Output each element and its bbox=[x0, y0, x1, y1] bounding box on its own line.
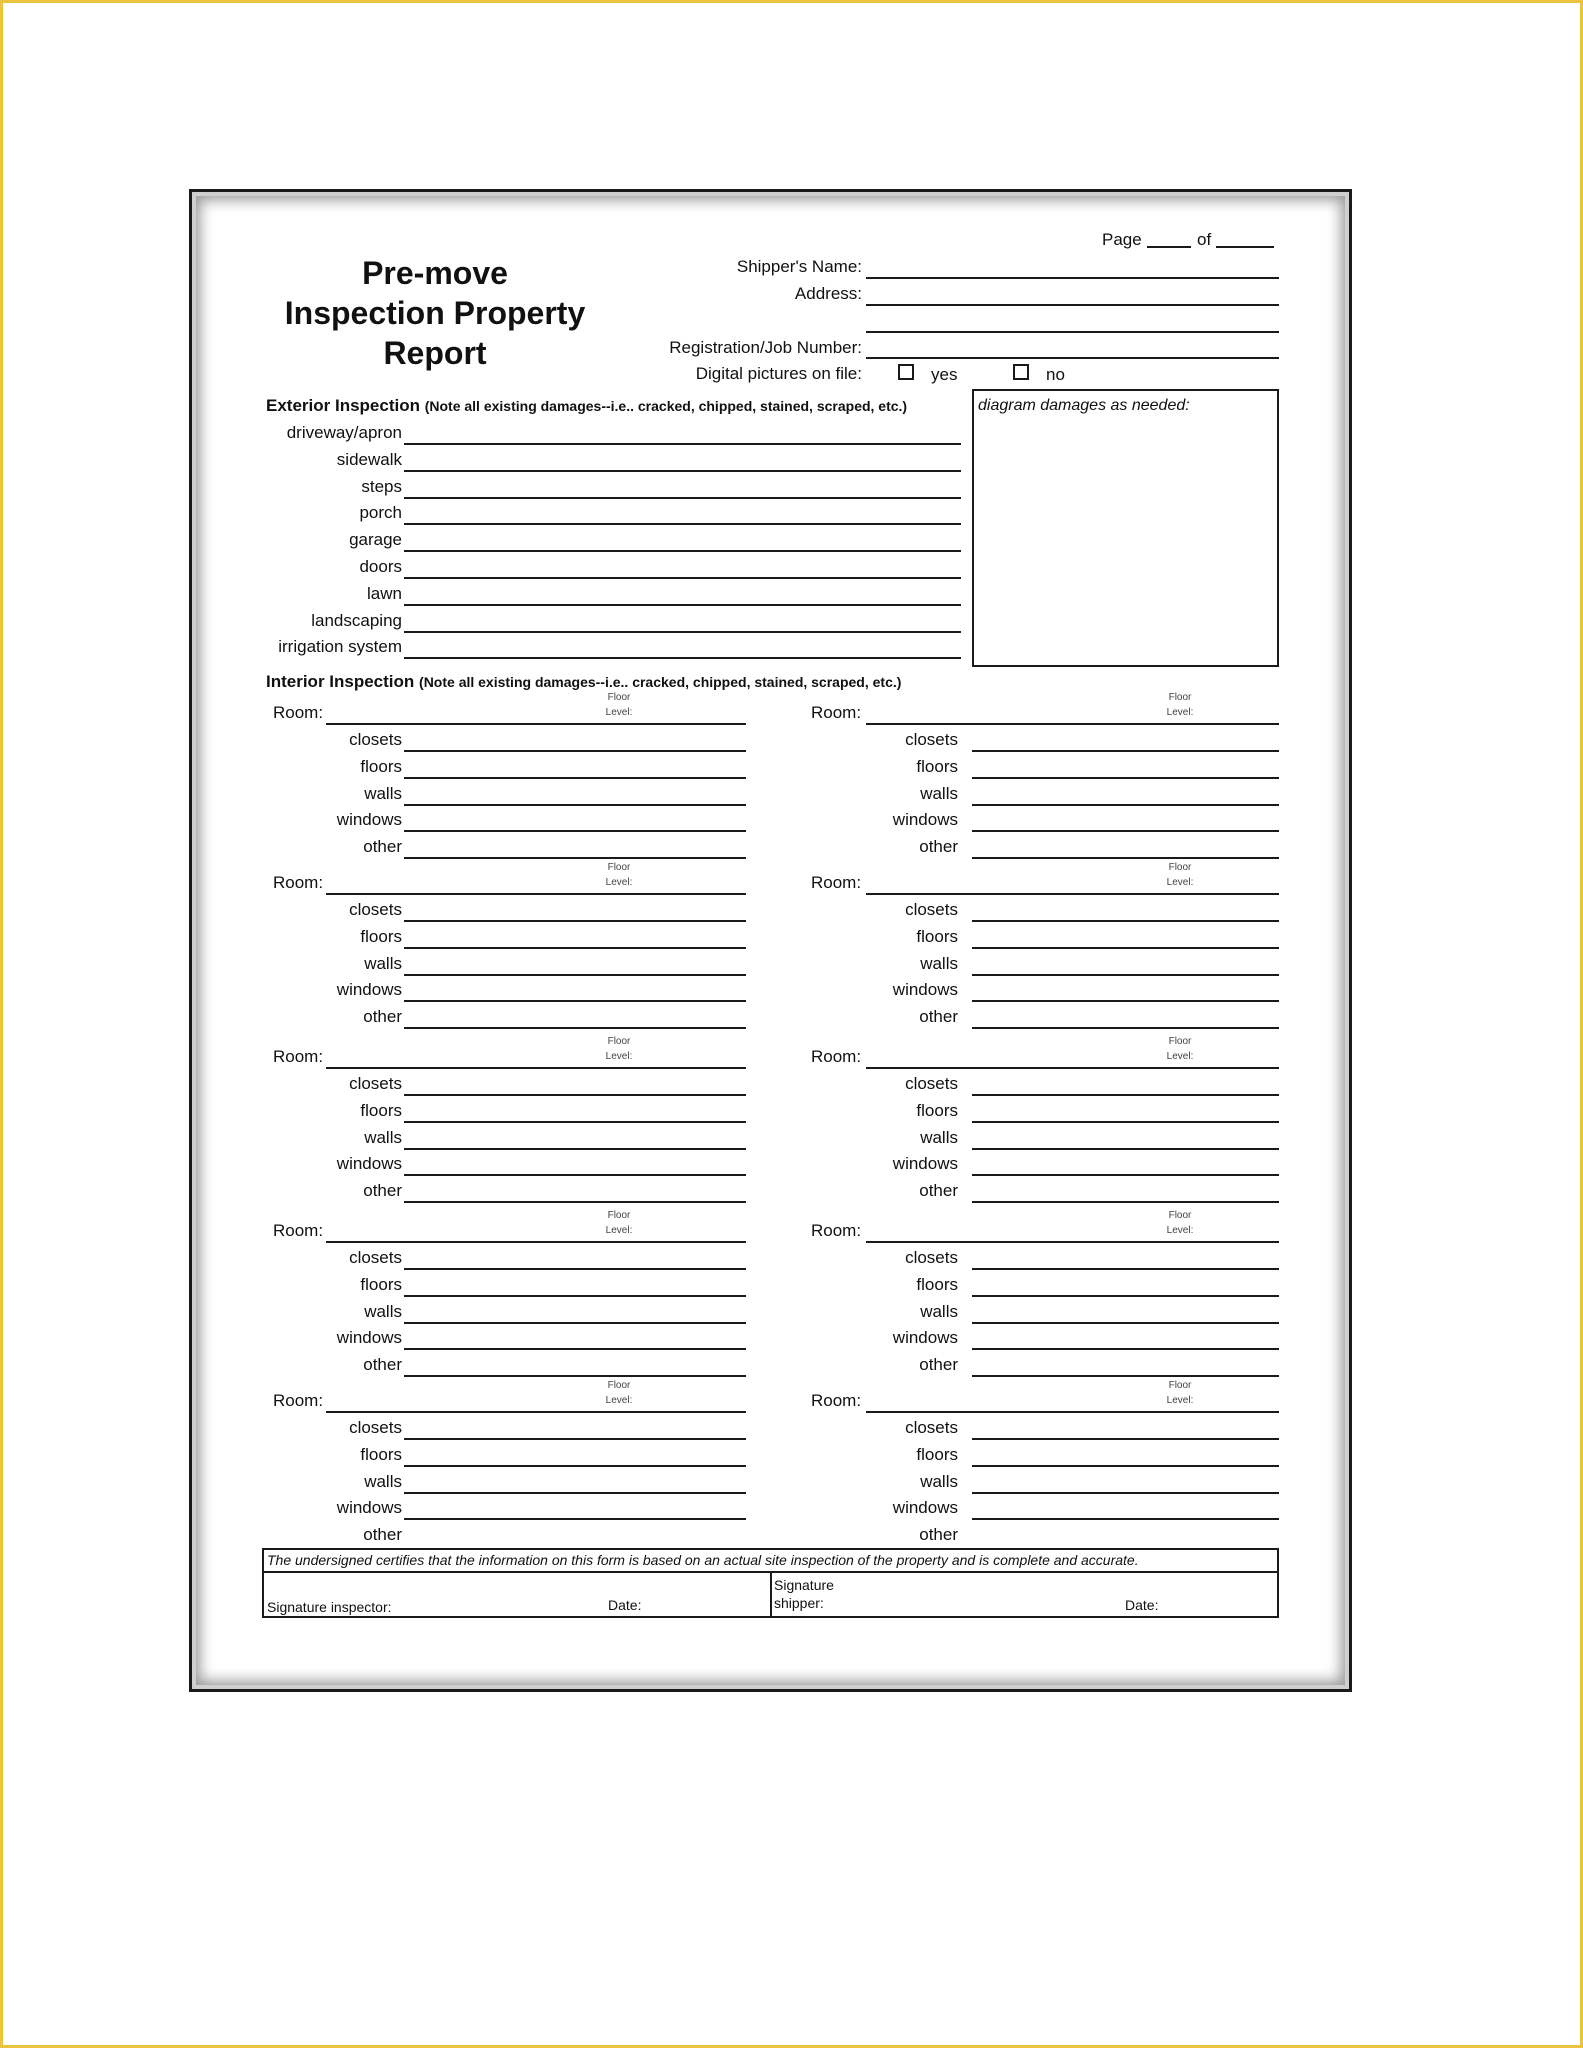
exterior-item-field[interactable] bbox=[404, 631, 961, 633]
room-item-field[interactable] bbox=[404, 1295, 746, 1297]
room-item-label: walls bbox=[920, 1127, 958, 1147]
room-item-label: walls bbox=[364, 953, 402, 973]
certification-text: The undersigned certifies that the information on this form is based on an actual site inspection of the property and is complete and accurate. bbox=[264, 1550, 1277, 1573]
diagram-label: diagram damages as needed: bbox=[978, 397, 1190, 414]
signature-shipper-line: shipper: bbox=[774, 1595, 824, 1611]
floor-level-label bbox=[599, 1034, 639, 1064]
yes-label: yes bbox=[931, 365, 958, 384]
exterior-item-field[interactable] bbox=[404, 443, 961, 445]
certification-box bbox=[262, 1548, 1279, 1618]
room-item-label: closets bbox=[905, 730, 958, 749]
room-item-field[interactable] bbox=[972, 857, 1279, 859]
room-item-field[interactable] bbox=[972, 1268, 1279, 1270]
room-item-field[interactable] bbox=[404, 857, 746, 859]
room-item-field[interactable] bbox=[972, 1027, 1279, 1029]
room-item-label: floors bbox=[916, 926, 958, 946]
floor-level-label bbox=[599, 690, 639, 720]
room-item-label: floors bbox=[360, 1100, 402, 1120]
exterior-item-label: landscaping bbox=[311, 610, 402, 630]
interior-heading-note: (Note all existing damages--i.e.. cracked, chipped, stained, scraped, etc.) bbox=[419, 674, 902, 690]
room-item-field[interactable] bbox=[972, 947, 1279, 949]
shipper-name-label: Shipper's Name: bbox=[736, 257, 862, 276]
form-title-line: Pre-move bbox=[362, 255, 508, 291]
room-item-field[interactable] bbox=[404, 1518, 746, 1520]
room-item-label: windows bbox=[892, 1154, 958, 1174]
exterior-item-label: irrigation system bbox=[278, 637, 402, 657]
room-item-label: windows bbox=[892, 980, 958, 1000]
floor-level-label bbox=[1160, 860, 1200, 890]
room-item-label: walls bbox=[920, 953, 958, 973]
floor-label: Floor bbox=[1168, 1380, 1192, 1391]
room-item-field[interactable] bbox=[404, 750, 746, 752]
address-label: Address: bbox=[794, 284, 862, 303]
floor-label: Floor bbox=[607, 1210, 631, 1221]
exterior-heading-title: Exterior Inspection bbox=[266, 396, 420, 415]
room-item-label: closets bbox=[905, 900, 958, 919]
exterior-item-label: sidewalk bbox=[336, 449, 402, 469]
floor-label: Floor bbox=[607, 692, 631, 703]
room-item-field[interactable] bbox=[972, 1148, 1279, 1150]
room-item-field[interactable] bbox=[972, 1492, 1279, 1494]
page-label: Page bbox=[1102, 230, 1142, 249]
level-label: Level: bbox=[605, 1051, 633, 1062]
room-item-label: windows bbox=[892, 1498, 958, 1518]
room-item-field[interactable] bbox=[972, 1518, 1279, 1520]
signature-shipper-line: Signature bbox=[774, 1577, 834, 1593]
floor-level-label bbox=[599, 1378, 639, 1408]
room-item-field[interactable] bbox=[404, 1348, 746, 1350]
level-label: Level: bbox=[605, 707, 633, 718]
floor-label: Floor bbox=[607, 1036, 631, 1047]
room-label: Room: bbox=[811, 1391, 862, 1410]
exterior-item-label: driveway/apron bbox=[286, 423, 402, 442]
room-label: Room: bbox=[811, 1221, 862, 1240]
room-label: Room: bbox=[273, 1391, 324, 1410]
form-title-line: Report bbox=[383, 335, 487, 371]
exterior-item-label: porch bbox=[359, 503, 402, 523]
exterior-item-field[interactable] bbox=[404, 604, 961, 606]
room-name-field[interactable] bbox=[866, 1411, 1279, 1413]
room-item-label: walls bbox=[920, 1471, 958, 1491]
address-field-line-2[interactable] bbox=[866, 331, 1279, 333]
yes-checkbox[interactable] bbox=[898, 364, 914, 380]
level-label: Level: bbox=[605, 1225, 633, 1236]
room-item-field[interactable] bbox=[404, 1027, 746, 1029]
shipper-name-field[interactable] bbox=[866, 277, 1279, 279]
form-title bbox=[260, 253, 610, 373]
room-item-label: floors bbox=[916, 1444, 958, 1464]
exterior-heading-note: (Note all existing damages--i.e.. cracked, chipped, stained, scraped, etc.) bbox=[424, 398, 908, 414]
interior-heading-title: Interior Inspection bbox=[266, 672, 415, 691]
floor-label: Floor bbox=[1168, 1036, 1192, 1047]
room-item-field[interactable] bbox=[404, 1438, 746, 1440]
exterior-heading bbox=[266, 396, 907, 416]
room-item-field[interactable] bbox=[972, 1375, 1279, 1377]
room-item-field[interactable] bbox=[404, 1492, 746, 1494]
room-item-field[interactable] bbox=[404, 974, 746, 976]
room-label: Room: bbox=[273, 1047, 324, 1066]
room-item-label: floors bbox=[916, 756, 958, 776]
room-name-field[interactable] bbox=[326, 1067, 746, 1069]
exterior-item-field[interactable] bbox=[404, 657, 961, 659]
room-item-label: closets bbox=[349, 900, 402, 919]
room-item-label: windows bbox=[336, 810, 402, 830]
room-item-label: closets bbox=[349, 1418, 402, 1437]
room-item-label: floors bbox=[916, 1274, 958, 1294]
room-item-field[interactable] bbox=[404, 1465, 746, 1467]
room-item-field[interactable] bbox=[404, 920, 746, 922]
page-total-field[interactable] bbox=[1216, 246, 1274, 248]
room-item-field[interactable] bbox=[972, 920, 1279, 922]
form-title-line: Inspection Property bbox=[284, 295, 586, 331]
diagram-area[interactable] bbox=[972, 389, 1279, 667]
floor-level-label bbox=[599, 860, 639, 890]
signature-inspector-label: Signature inspector: bbox=[267, 1599, 392, 1615]
room-item-field[interactable] bbox=[972, 750, 1279, 752]
room-name-field[interactable] bbox=[326, 1411, 746, 1413]
floor-level-label bbox=[1160, 1208, 1200, 1238]
floor-label: Floor bbox=[1168, 1210, 1192, 1221]
room-item-field[interactable] bbox=[972, 1348, 1279, 1350]
level-label: Level: bbox=[605, 1395, 633, 1406]
room-item-label: windows bbox=[336, 1328, 402, 1348]
signature-shipper-label bbox=[774, 1576, 834, 1612]
room-item-label: floors bbox=[360, 756, 402, 776]
room-label: Room: bbox=[273, 1221, 324, 1240]
level-label: Level: bbox=[1166, 1395, 1194, 1406]
room-name-field[interactable] bbox=[866, 893, 1279, 895]
room-item-label: windows bbox=[892, 810, 958, 830]
room-label: Room: bbox=[811, 1047, 862, 1066]
room-item-field[interactable] bbox=[972, 1295, 1279, 1297]
room-item-label: walls bbox=[364, 1301, 402, 1321]
exterior-item-field[interactable] bbox=[404, 577, 961, 579]
exterior-item-field[interactable] bbox=[404, 550, 961, 552]
room-item-label: other bbox=[919, 1355, 958, 1375]
room-label: Room: bbox=[811, 873, 862, 892]
room-item-field[interactable] bbox=[404, 1121, 746, 1123]
room-item-label: other bbox=[919, 1525, 958, 1545]
room-item-field[interactable] bbox=[404, 777, 746, 779]
shipper-date-label: Date: bbox=[1125, 1597, 1159, 1613]
room-item-field[interactable] bbox=[404, 1375, 746, 1377]
room-item-field[interactable] bbox=[404, 1094, 746, 1096]
address-field[interactable] bbox=[866, 304, 1279, 306]
room-item-field[interactable] bbox=[972, 1201, 1279, 1203]
room-item-field[interactable] bbox=[972, 1438, 1279, 1440]
room-item-label: walls bbox=[364, 1127, 402, 1147]
exterior-item-label: steps bbox=[361, 476, 402, 496]
level-label: Level: bbox=[1166, 1051, 1194, 1062]
room-item-label: floors bbox=[360, 1274, 402, 1294]
room-item-label: closets bbox=[349, 730, 402, 749]
exterior-item-label: lawn bbox=[367, 583, 402, 603]
room-name-field[interactable] bbox=[326, 1241, 746, 1243]
room-name-field[interactable] bbox=[326, 723, 746, 725]
floor-level-label bbox=[1160, 1034, 1200, 1064]
floor-level-label bbox=[1160, 690, 1200, 720]
room-item-field[interactable] bbox=[404, 1148, 746, 1150]
room-item-field[interactable] bbox=[404, 1268, 746, 1270]
room-item-field[interactable] bbox=[404, 947, 746, 949]
room-name-field[interactable] bbox=[866, 1241, 1279, 1243]
room-item-label: other bbox=[919, 837, 958, 857]
exterior-item-field[interactable] bbox=[404, 470, 961, 472]
room-label: Room: bbox=[273, 703, 324, 722]
room-item-label: walls bbox=[920, 783, 958, 803]
room-name-field[interactable] bbox=[326, 893, 746, 895]
inspector-date-label: Date: bbox=[608, 1597, 642, 1613]
room-item-field[interactable] bbox=[972, 1121, 1279, 1123]
room-item-field[interactable] bbox=[404, 1000, 746, 1002]
floor-label: Floor bbox=[1168, 862, 1192, 873]
no-checkbox[interactable] bbox=[1013, 364, 1029, 380]
room-item-label: other bbox=[363, 1525, 402, 1545]
exterior-item-label: garage bbox=[349, 530, 402, 550]
room-label: Room: bbox=[811, 703, 862, 722]
room-item-label: walls bbox=[364, 783, 402, 803]
room-name-field[interactable] bbox=[866, 1067, 1279, 1069]
level-label: Level: bbox=[1166, 877, 1194, 888]
room-item-label: other bbox=[363, 1007, 402, 1027]
floor-label: Floor bbox=[1168, 692, 1192, 703]
of-label: of bbox=[1197, 230, 1212, 249]
room-item-label: other bbox=[919, 1007, 958, 1027]
room-name-field[interactable] bbox=[866, 723, 1279, 725]
room-item-field[interactable] bbox=[404, 830, 746, 832]
room-item-label: floors bbox=[360, 1444, 402, 1464]
level-label: Level: bbox=[1166, 707, 1194, 718]
room-item-label: other bbox=[363, 1355, 402, 1375]
room-item-field[interactable] bbox=[404, 804, 746, 806]
room-item-label: floors bbox=[360, 926, 402, 946]
room-item-label: floors bbox=[916, 1100, 958, 1120]
room-item-label: windows bbox=[336, 1154, 402, 1174]
room-item-field[interactable] bbox=[972, 777, 1279, 779]
room-item-label: windows bbox=[892, 1328, 958, 1348]
exterior-item-label: doors bbox=[359, 557, 402, 576]
floor-label: Floor bbox=[607, 862, 631, 873]
floor-level-label bbox=[599, 1208, 639, 1238]
room-item-label: walls bbox=[364, 1471, 402, 1491]
registration-label: Registration/Job Number: bbox=[669, 338, 862, 357]
room-item-field[interactable] bbox=[404, 1201, 746, 1203]
room-item-field[interactable] bbox=[972, 804, 1279, 806]
room-item-field[interactable] bbox=[972, 1094, 1279, 1096]
page-number-field[interactable] bbox=[1147, 246, 1191, 248]
floor-level-label bbox=[1160, 1378, 1200, 1408]
room-item-label: closets bbox=[905, 1418, 958, 1437]
room-item-label: closets bbox=[349, 1074, 402, 1093]
room-item-label: closets bbox=[905, 1248, 958, 1267]
certification-divider bbox=[770, 1573, 772, 1618]
room-item-label: other bbox=[919, 1181, 958, 1201]
no-label: no bbox=[1046, 365, 1065, 384]
room-item-label: walls bbox=[920, 1301, 958, 1321]
room-item-label: other bbox=[363, 837, 402, 857]
level-label: Level: bbox=[1166, 1225, 1194, 1236]
room-item-label: windows bbox=[336, 1498, 402, 1518]
interior-heading bbox=[266, 672, 901, 692]
room-item-field[interactable] bbox=[972, 1000, 1279, 1002]
room-item-field[interactable] bbox=[404, 1174, 746, 1176]
room-item-field[interactable] bbox=[972, 830, 1279, 832]
level-label: Level: bbox=[605, 877, 633, 888]
digital-pictures-label: Digital pictures on file: bbox=[695, 364, 862, 383]
exterior-item-field[interactable] bbox=[404, 497, 961, 499]
room-item-field[interactable] bbox=[972, 1465, 1279, 1467]
registration-field[interactable] bbox=[866, 357, 1279, 359]
room-item-field[interactable] bbox=[972, 1174, 1279, 1176]
room-item-label: closets bbox=[905, 1074, 958, 1093]
room-item-label: windows bbox=[336, 980, 402, 1000]
exterior-item-field[interactable] bbox=[404, 523, 961, 525]
floor-label: Floor bbox=[607, 1380, 631, 1391]
room-item-field[interactable] bbox=[404, 1322, 746, 1324]
room-item-field[interactable] bbox=[972, 974, 1279, 976]
room-item-label: other bbox=[363, 1181, 402, 1201]
room-item-field[interactable] bbox=[972, 1322, 1279, 1324]
room-item-label: closets bbox=[349, 1248, 402, 1267]
room-label: Room: bbox=[273, 873, 324, 892]
